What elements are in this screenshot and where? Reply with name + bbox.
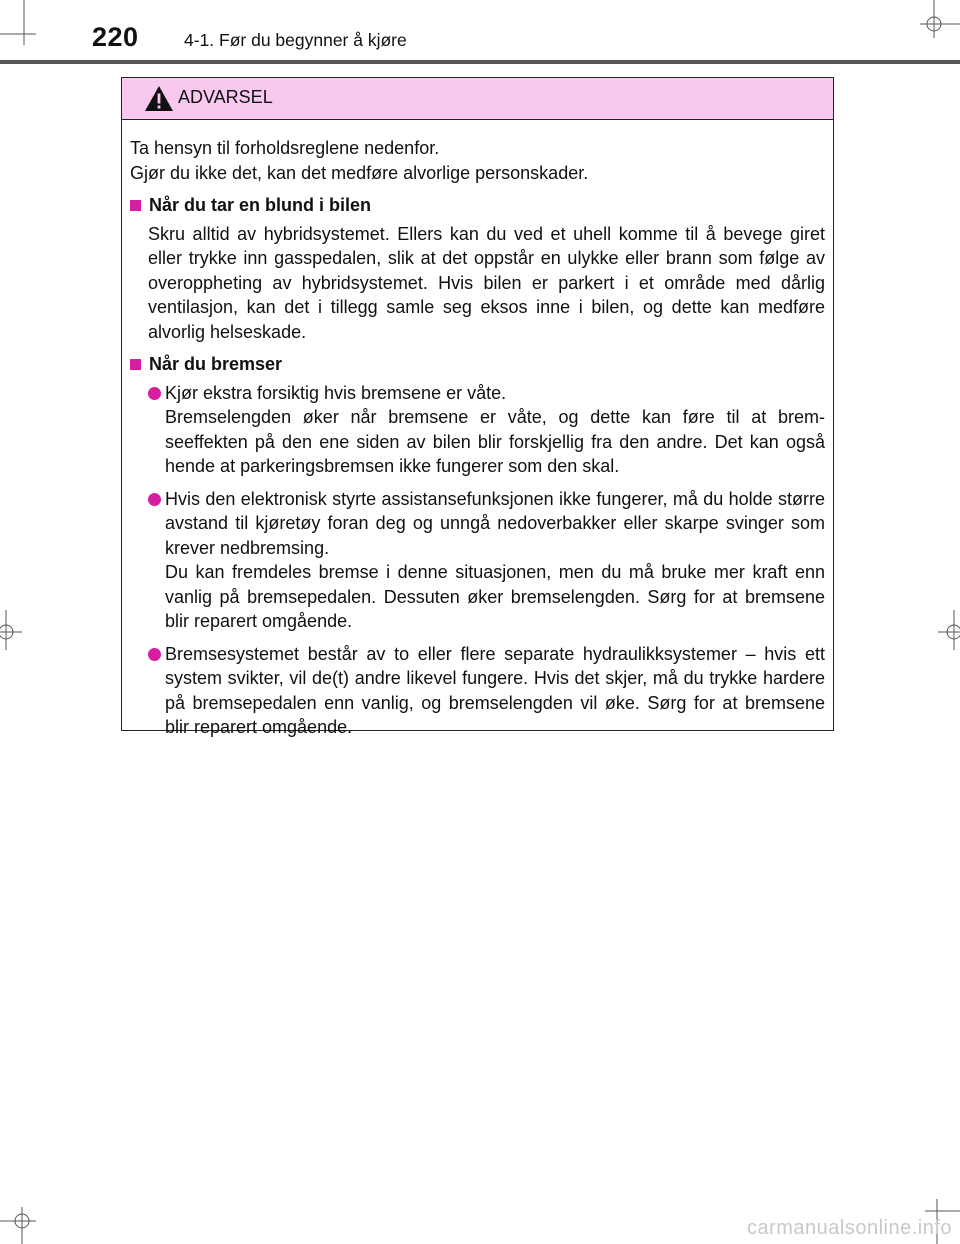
warning-header — [122, 78, 833, 120]
round-bullet-icon — [148, 493, 161, 506]
watermark: carmanualsonline.info — [746, 1217, 952, 1239]
list-item — [130, 487, 825, 634]
section-heading — [130, 193, 825, 218]
section-heading-text: Når du tar en blund i bilen — [149, 195, 372, 215]
bullet-paragraph: Du kan fremdeles bremse i denne situasjonen, men du må bruke mer kraft enn vanlig på bremsepedalen. Dessuten øker bremselengden. Sørg for at bremsene blir reparert omgående. — [165, 562, 825, 631]
page-header — [92, 22, 407, 58]
bullet-paragraph: Bremselengden øker når bremsene er våte, og dette kan føre til at brem-seeffekten på den ene siden av bilen blir forskjellig fra den andre. Det kan også hende at parkeringsbremsen ikke fungerer som den skal. — [165, 407, 825, 476]
list-item — [130, 381, 825, 479]
round-bullet-icon — [148, 387, 161, 400]
warning-label: ADVARSEL — [178, 87, 273, 107]
section-heading — [130, 352, 825, 377]
page-number: 220 — [92, 22, 139, 52]
bullet-paragraph: Bremsesystemet består av to eller flere separate hydraulikksystemer – hvis ett system svikter, vil de(t) andre likevel fungere. Hvis det skjer, må du trykke hardere på bremsepedalen enn vanlig, og bremselengden vil øke. Sørg for at bremsene blir reparert omgående. — [165, 643, 825, 737]
crop-mark-icon — [0, 1199, 45, 1244]
warning-triangle-icon — [144, 85, 174, 112]
section-title: 4-1. Før du begynner å kjøre — [184, 30, 407, 50]
round-bullet-icon — [148, 648, 161, 661]
header-divider — [0, 60, 960, 64]
section-heading-text: Når du bremser — [149, 354, 283, 374]
crop-mark-icon — [930, 610, 960, 650]
warning-box — [121, 77, 834, 737]
warning-intro — [130, 136, 825, 185]
bullet-paragraph: Kjør ekstra forsiktig hvis bremsene er våte. — [165, 382, 507, 403]
crop-mark-icon — [0, 610, 30, 650]
intro-line: Gjør du ikke det, kan det medføre alvorlige personskader. — [130, 162, 589, 183]
list-item — [130, 642, 825, 740]
section-text: Skru alltid av hybridsystemet. Ellers kan du ved et uhell komme til å bevege giret eller trykke inn gasspedalen, slik at det oppstår en ulykke eller brann som følge av overoppheting av hybridsystemet. Hvis bilen er parkert i et område med dårlig ventilasjon, kan det i tillegg samle seg eksos inne i bilen, og dette kan medføre alvorlig helseskade. — [148, 223, 825, 342]
crop-mark-icon — [0, 0, 40, 50]
crop-mark-icon — [910, 0, 960, 50]
intro-line: Ta hensyn til forholdsreglene nedenfor. — [130, 138, 440, 158]
warning-body — [122, 120, 833, 740]
bullet-paragraph: Hvis den elektronisk styrte assistansefunksjonen ikke fungerer, må du holde større avstand til kjøretøy foran deg og unngå nedoverbakker eller skarpe svinger som krever nedbremsing. — [165, 488, 825, 558]
square-bullet-icon — [130, 359, 141, 370]
square-bullet-icon — [130, 200, 141, 211]
